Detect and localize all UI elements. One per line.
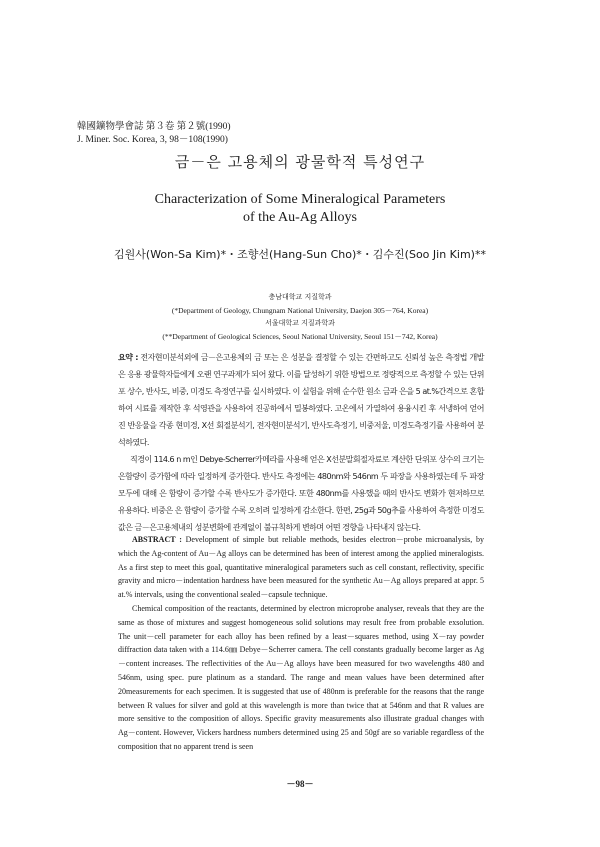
english-abstract-paragraph-1 xyxy=(118,533,484,602)
english-abstract-text-1: Development of simple but reliable methods, besides electron－probe microanalysis, by which the Ag-content of Au－Ag alloys can be determined has been of interest among the applied mineralogists. As a first step to meet this goal, quantitative mineralogical parameters such as cell constant, reflectivity, specific gravity and micro－indentation hardness have been measured for the synthetic Au－Ag alloys prepared at appr. 5 at.% intervals, using the conventional sealed－capsule technique. xyxy=(118,535,485,600)
english-abstract-label: ABSTRACT : xyxy=(132,535,182,544)
author-list: 김원사(Won-Sa Kim)*・조향선(Hang-Sun Cho)*・김수진(Soo Jin Kim)** xyxy=(114,248,486,261)
english-title-line-1: Characterization of Some Mineralogical Parameters xyxy=(154,192,446,207)
affiliations xyxy=(0,291,600,343)
korean-abstract-label: 요약 : xyxy=(118,353,138,362)
page-number: －98－ xyxy=(286,779,314,789)
korean-abstract-paragraph-2: 직경이 114.6 n m인 Debye-Scherrer카메라를 사용해 얻은 X선분말회절자료로 계산한 단위포 상수의 크기는 은함량이 증가함에 따라 일정하게 증가한다. 반사도 측정에는 480nm와 546nm 두 파장을 사용하였는데 두 파장 모두에 대해 은 함량이 증가할 수록 반사도가 증가한다. 또한 480nm를 사용했을 때의 반사도 변화가 현저하므로 유용하다. 비중은 은 함량이 증가할 수록 오히려 일정하게 감소한다. 한편, 25g과 50g추를 사용하여 측정한 미경도 값은 금－은고용체내의 성분변화에 관계없이 불규칙하게 변하며 어떤 경향을 나타내지 않는다. xyxy=(118,455,484,532)
english-abstract-paragraph-2: Chemical composition of the reactants, determined by electron microprobe analyser, reveals that they are the same as those of mixtures and suggest homogeneous solid solutions may result free from probable exsolution. The unit－cell parameter for each alloy has been refined by a least－squares method, using X－ray powder diffraction data taken with a 114.6㎜ Debye－Scherrer camera. The cell constants gradually become larger as Ag－content increases. The reflectivities of the Au－Ag alloys have been measured for two wavelengths 480 and 546nm, using spec. pure platinum as a standard. The range and mean values have been determined after 20measurements for each specimen. It is suggested that use of 480nm is preferable for the reasons that the range between R values for silver and gold at this wavelength is more than twice that at 546nm and that R values are more sensitive to the composition of alloys. Specific gravity measurements also illustrate gradual changes with Ag－content. However, Vickers hardness numbers determined using 25 and 50gf are so variable regardless of the composition that no apparent trend is seen xyxy=(118,603,484,751)
journal-citation-korean: 韓國鑛物學會誌 第３卷 第２號(1990) xyxy=(77,122,231,132)
affiliation-2-korean: 서울대학교 지질과학과 xyxy=(265,319,335,327)
english-title xyxy=(0,191,600,227)
english-abstract xyxy=(118,533,484,754)
affiliation-1-korean: 충남대학교 지질학과 xyxy=(268,293,332,301)
korean-abstract xyxy=(118,349,484,536)
affiliation-1-english: (*Department of Geology, Chungnam National University, Daejon 305－764, Korea) xyxy=(171,306,429,315)
english-title-line-2: of the Au-Ag Alloys xyxy=(243,210,357,225)
korean-abstract-text-1: 전자현미분석외에 금－은고용체의 금 또는 은 성분을 결정할 수 있는 간편하고도 신뢰성 높은 측정법 개발은 응용 광물학자들에게 오랜 연구과제가 되어 왔다. 이를 달성하기 위한 방법으로 정량적으로 측정할 수 있는 단위포 상수, 반사도, 비중, 미경도 측정연구를 실시하였다. 이 실험을 위해 순수한 원소 금과 은을 5 at.%간격으로 혼합하여 시료를 제작한 후 석영관을 사용하여 진공하에서 밀봉하였다. 고온에서 가열하여 용융시킨 후 서냉하여 얻어진 반응물을 각종 현미경, X선 회절분석기, 전자현미분석기, 반사도측정기, 비중저울, 미경도측정기를 사용하여 분석하였다. xyxy=(118,353,484,447)
journal-citation xyxy=(77,121,231,147)
journal-citation-english: J. Miner. Soc. Korea, 3, 98－108(1990) xyxy=(77,135,228,145)
korean-abstract-paragraph-1 xyxy=(118,349,484,451)
korean-title: 금－은 고용체의 광물학적 특성연구 xyxy=(174,153,426,171)
affiliation-2-english: (**Department of Geological Sciences, Seoul National University, Seoul 151－742, Korea) xyxy=(162,332,438,341)
